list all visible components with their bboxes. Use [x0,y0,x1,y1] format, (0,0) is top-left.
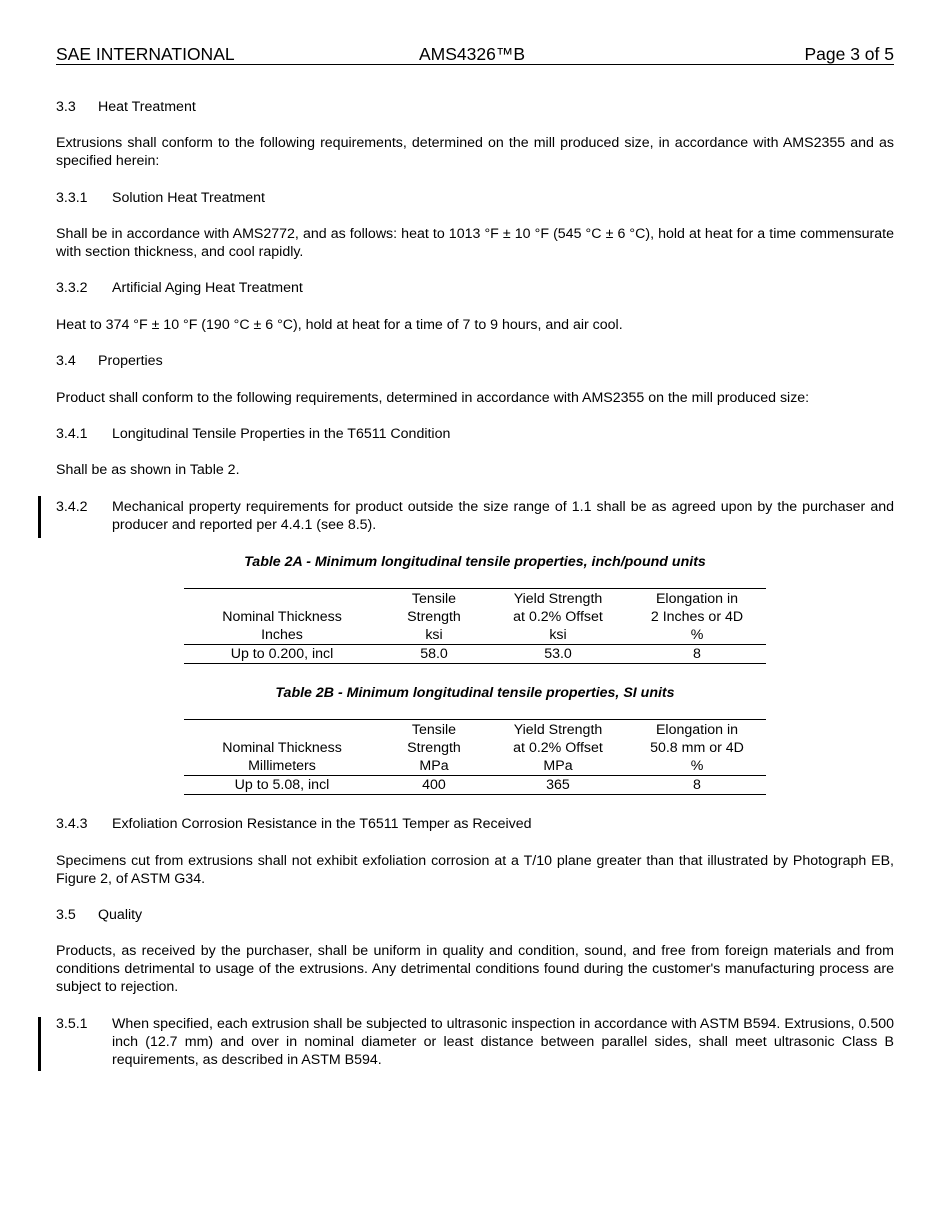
section-3-3-1-text: Shall be in accordance with AMS2772, and as follows: heat to 1013 °F ± 10 °F (545 °C ± 6 °C), hold at heat for a time commensurate with section thickness, and cool rapidly. [56,226,894,260]
section-3-4-3-text: Specimens cut from extrusions shall not exhibit exfoliation corrosion at a T/10 plane greater than that illustrated by Photograph EB, Figure 2, of ASTM G34. [56,853,894,887]
table-header-row [184,720,766,776]
section-3-5-1-text: When specified, each extrusion shall be subjected to ultrasonic inspection in accordance with ASTM B594. Extrusions, 0.500 inch (12.7 mm) and over in nominal diameter or least distance between parallel sides, shall meet ultrasonic Class B requirements, as described in ASTM B594. [112,1016,894,1068]
section-number: 3.5.1 [56,1016,88,1032]
change-bar-3-4-2 [38,496,41,538]
header-nominal-thickness: Nominal Thickness Inches [184,589,380,645]
header-elongation: Elongation in 50.8 mm or 4D % [628,720,766,776]
section-title: Properties [98,353,163,369]
section-number: 3.3 [56,99,76,115]
section-number: 3.4 [56,353,76,369]
section-3-4-heading [56,352,936,370]
section-3-4-text: Product shall conform to the following requirements, determined in accordance with AMS2355 on the mill produced size: [56,390,810,406]
table-2b [184,719,766,795]
table-2b-caption: Table 2B - Minimum longitudinal tensile properties, SI units [275,685,675,701]
section-3-4-3-heading [56,815,950,833]
section-3-4-1-text: Shall be as shown in Table 2. [56,462,240,478]
section-number: 3.5 [56,907,76,923]
cell-thickness: Up to 5.08, incl [184,776,380,795]
section-title: Quality [98,907,143,923]
section-3-3-heading [56,98,936,116]
section-title: Longitudinal Tensile Properties in the T6511 Condition [112,426,451,442]
cell-elongation: 8 [628,776,766,795]
section-3-3-2-heading [56,279,950,297]
header-yield-strength: Yield Strength at 0.2% Offset ksi [488,589,628,645]
section-3-3-2-text: Heat to 374 °F ± 10 °F (190 °C ± 6 °C), hold at heat for a time of 7 to 9 hours, and air cool. [56,317,623,333]
header-page-number: Page 3 of 5 [804,44,894,64]
cell-elongation: 8 [628,645,766,664]
section-3-5-text: Products, as received by the purchaser, shall be uniform in quality and condition, sound, and free from foreign materials and from conditions detrimental to usage of the extrusions. Any detrimental conditions found during the customer's manufacturing process are subject to rejection. [56,943,894,995]
section-number: 3.4.3 [56,816,88,832]
header-org: SAE INTERNATIONAL [56,44,235,64]
cell-yield: 53.0 [488,645,628,664]
header-tensile-strength: Tensile Strength MPa [380,720,488,776]
section-title: Artificial Aging Heat Treatment [112,280,303,296]
section-title: Solution Heat Treatment [112,190,265,206]
section-title: Heat Treatment [98,99,196,115]
header-yield-strength: Yield Strength at 0.2% Offset MPa [488,720,628,776]
cell-thickness: Up to 0.200, incl [184,645,380,664]
section-number: 3.3.2 [56,280,88,296]
section-3-4-1-heading [56,425,950,443]
section-number: 3.3.1 [56,190,88,206]
table-2a-caption: Table 2A - Minimum longitudinal tensile properties, inch/pound units [244,554,706,570]
cell-tensile: 400 [380,776,488,795]
cell-yield: 365 [488,776,628,795]
section-3-4-2 [56,498,894,538]
change-bar-3-5-1 [38,1017,41,1071]
section-3-5-heading [56,906,936,924]
section-3-4-2-text: Mechanical property requirements for product outside the size range of 1.1 shall be as agreed upon by the purchaser and producer and reported per 4.4.1 (see 8.5). [112,499,894,533]
header-doc-number: AMS4326™B [419,44,526,64]
section-3-3-1-heading [56,189,950,207]
header-elongation: Elongation in 2 Inches or 4D % [628,589,766,645]
page-header [56,44,894,65]
section-3-3-text: Extrusions shall conform to the following requirements, determined on the mill produced size, in accordance with AMS2355 and as specified herein: [56,135,894,169]
section-title: Exfoliation Corrosion Resistance in the T6511 Temper as Received [112,816,532,832]
table-row [184,776,766,795]
section-3-5-1 [56,1015,894,1073]
table-header-row [184,589,766,645]
section-number: 3.4.1 [56,426,88,442]
table-row [184,645,766,664]
section-number: 3.4.2 [56,499,88,515]
cell-tensile: 58.0 [380,645,488,664]
table-2a [184,588,766,664]
header-tensile-strength: Tensile Strength ksi [380,589,488,645]
header-nominal-thickness: Nominal Thickness Millimeters [184,720,380,776]
